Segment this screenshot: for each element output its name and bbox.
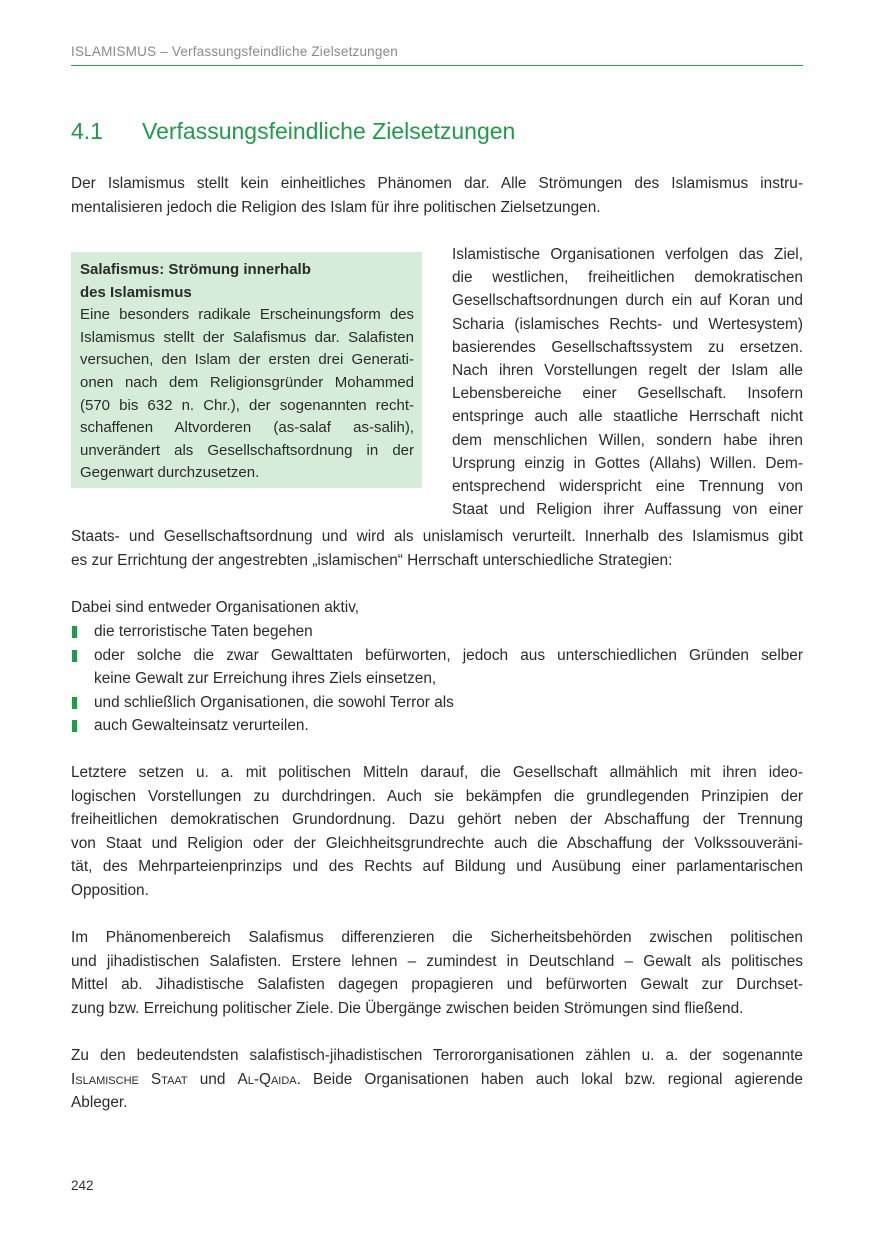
list-item [71,691,803,715]
list-item-text: die terroristische Taten begehen [94,623,313,640]
list-item-text: auch Gewalteinsatz verurteilen. [94,717,309,734]
text-line: dem menschlichen Willen, sondern habe ihren [452,431,803,449]
text-line: Letztere setzen u. a. mit politischen Mitteln darauf, die Gesellschaft allmählich mit ihren ideo- [71,764,803,781]
infobox-line: Islamismus stellt der Salafismus dar. Salafisten [80,328,414,346]
intro-paragraph [71,172,803,219]
text-line: basierendes Gesellschaftssystem zu ersetzen. [452,338,803,356]
continuation-paragraph [71,525,803,572]
text-line: es zur Errichtung der angestrebten „islamischen“ Herrschaft unterschiedliche Strategien: [71,551,673,569]
bullet-marker-icon [72,697,77,709]
list-item-text: und schließlich Organisationen, die sowohl Terror als [94,693,454,711]
text-line: tät, des Mehrparteienprinzips und des Rechts auf Bildung und Ausübung einer parlamentarischen [71,858,803,875]
text-line: Nach ihren Vorstellungen regelt der Islam alle [452,362,803,380]
org-name-al-qaida: Al-Qaida [237,1070,297,1088]
right-column-paragraph [452,243,803,521]
paragraph-three [71,761,803,902]
text-line: mentalisieren jedoch die Religion des Islam für ihre politischen Zielsetzungen. [71,198,601,216]
list-item [71,644,803,691]
text-line: und jihadistischen Salafisten. Erstere lehnen – zumindest in Deutschland – Gewalt als politisches [71,952,803,970]
bullet-marker-icon [72,720,77,732]
text-line: zung bzw. Erreichung politischer Ziele. Die Übergänge zwischen beiden Strömungen sind fließend. [71,999,744,1017]
text-line: freiheitlichen demokratischen Grundordnung. Dazu gehört neben der Abschaffung der Trennung [71,811,803,828]
text-line: entsprechend widerspricht eine Trennung von [452,478,803,496]
infobox-line: (570 bis 632 n. Chr.), der sogenannten recht- [80,396,414,414]
list-intro [71,596,803,620]
infobox-title-line: Salafismus: Strömung innerhalb [80,261,311,278]
bullet-marker-icon [72,650,77,662]
list-item-text: keine Gewalt zur Erreichung ihres Ziels einsetzen, [94,670,437,687]
running-header: ISLAMISMUS – Verfassungsfeindliche Zielsetzungen [71,44,399,59]
section-heading [71,118,515,145]
text-line [71,1068,803,1092]
infobox-title-line: des Islamismus [80,283,192,301]
text-line: Im Phänomenbereich Salafismus differenzieren die Sicherheitsbehörden zwischen politischen [71,929,803,946]
infobox-line: unverändert als Gesellschaftsordnung in der [80,441,414,459]
infobox-line: Eine besonders radikale Erscheinungsform des [80,306,414,324]
text-line: Staat und Religion ihrer Auffassung von einer [452,501,803,519]
text-line: Islamistische Organisationen verfolgen das Ziel, [452,246,803,263]
text-line: Der Islamismus stellt kein einheitliches Phänomen dar. Alle Strömungen des Islamismus instru- [71,175,803,192]
text-line: Lebensbereiche einer Gesellschaft. Insofern [452,385,803,403]
text-line: Zu den bedeutendsten salafistisch-jihadistischen Terrororganisationen zählen u. a. der sogenannte [71,1047,803,1064]
list-item [71,620,803,644]
paragraph-five [71,1044,803,1115]
conjunction: und [199,1070,226,1088]
org-name-islamic-state: Islamische Staat [71,1070,188,1088]
text-line: Gesellschaftsordnungen durch ein auf Koran und [452,292,803,310]
text-line: Scharia (islamisches Rechts- und Wertesystem) [452,315,803,333]
text-fragment: . Beide Organisationen haben auch lokal bzw. regional agierende [296,1070,803,1088]
section-title: Verfassungsfeindliche Zielsetzungen [142,118,516,144]
text-line: Mittel ab. Jihadistische Salafisten dagegen propagieren und befürworten Gewalt zur Durchset- [71,976,803,993]
infobox-line: schaffenen Altvorderen (as-salaf as-salih), [80,419,414,437]
text-line: logischen Vorstellungen zu durchdringen. Auch sie bekämpfen die grundlegenden Prinzipien der [71,787,803,805]
text-line: Dabei sind entweder Organisationen aktiv, [71,599,360,616]
text-line: von Staat und Religion oder der Gleichheitsgrundrechte auch die Abschaffung der Volkssouveräni- [71,834,803,852]
page-number: 242 [71,1178,94,1193]
strategy-list [71,620,803,738]
section-number: 4.1 [71,118,103,144]
text-line: die westlichen, freiheitlichen demokratischen [452,269,803,287]
text-line: Opposition. [71,881,149,899]
header-rule [71,65,803,66]
text-line: Ursprung einzig in Gottes (Allahs) Willen. Dem- [452,454,803,472]
list-item [71,714,803,738]
salafism-infobox [71,252,422,488]
paragraph-four [71,926,803,1020]
infobox-line: versuchen, den Islam der ersten drei Generati- [80,351,414,369]
text-line: entspringe auch alle staatliche Herrschaft nicht [452,408,803,426]
text-line: Ableger. [71,1094,128,1111]
infobox-line: Gegenwart durchzusetzen. [80,464,260,482]
list-item-text: oder solche die zwar Gewalttaten befürworten, jedoch aus unterschiedlichen Gründen selber [94,646,803,664]
bullet-marker-icon [72,626,77,638]
text-line: Staats- und Gesellschaftsordnung und wird als unislamisch verurteilt. Innerhalb des Islamismus gibt [71,528,803,545]
infobox-line: onen nach dem Religionsgründer Mohammed [80,373,414,391]
